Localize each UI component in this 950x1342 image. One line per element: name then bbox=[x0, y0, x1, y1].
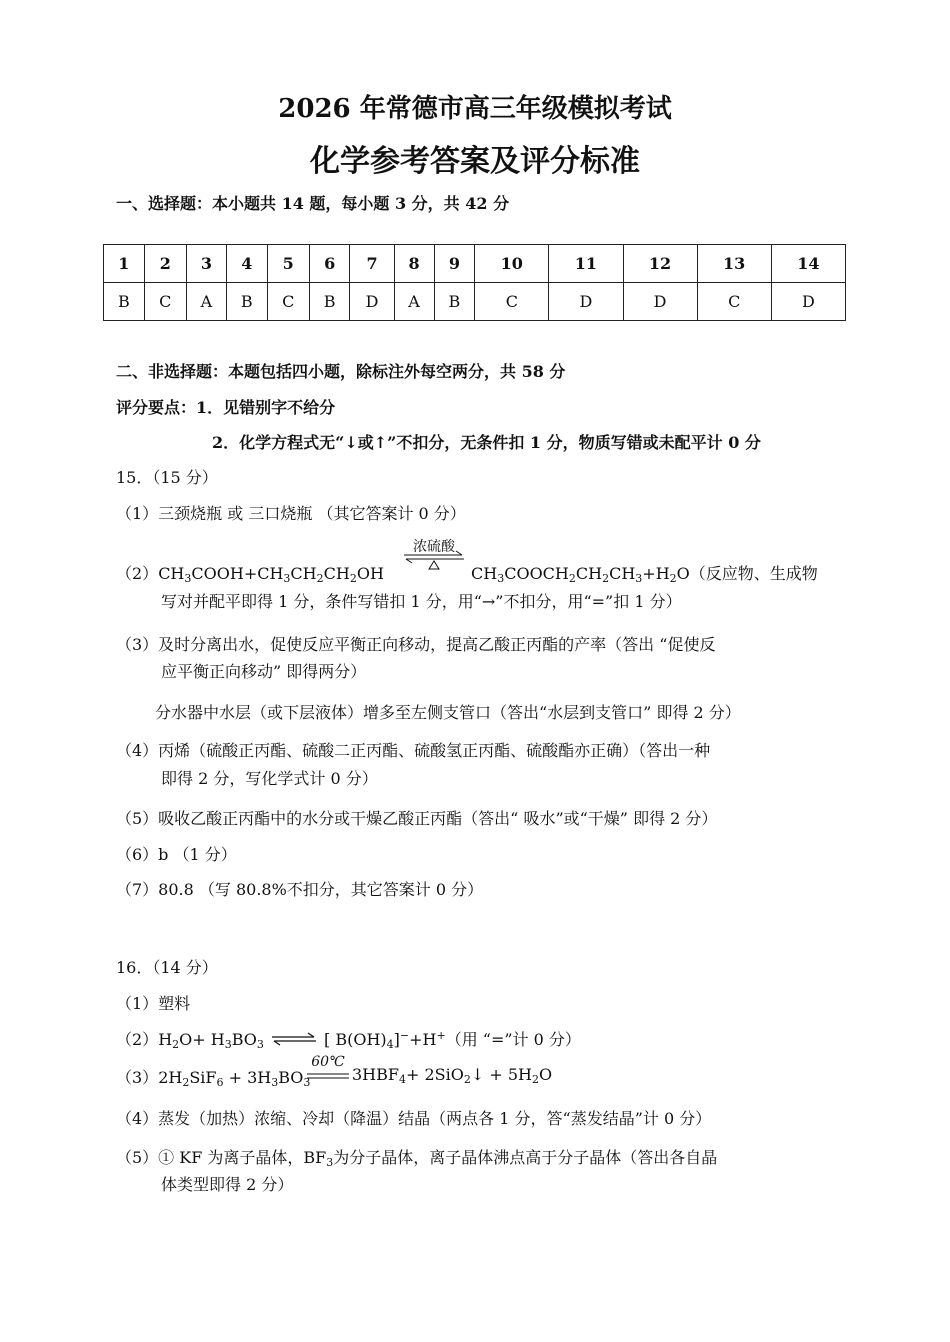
question-number-cell: 1 bbox=[104, 245, 145, 283]
equals-sign-icon bbox=[306, 1054, 350, 1084]
q15-answer-5: （5）吸收乙酸正丙酯中的水分或干燥乙酸正丙酯（答出“ 吸水”或“干燥” 即得 2 分） bbox=[116, 809, 718, 828]
q15-a2-note: （反应物、生成物 bbox=[689, 564, 818, 583]
question-number-cell: 9 bbox=[434, 245, 475, 283]
q16-answer-2 bbox=[116, 1027, 264, 1050]
q15-a2-prefix: （2） bbox=[116, 564, 159, 583]
question-number-cell: 8 bbox=[394, 245, 434, 283]
q15-a2-line2: 写对并配平即得 1 分，条件写错扣 1 分，用“→”不扣分，用“=”扣 1 分） bbox=[161, 592, 682, 611]
grading-rule-2: 2．化学方程式无“↓或↑”不扣分，无条件扣 1 分，物质写错或未配平计 0 分 bbox=[212, 433, 761, 452]
section2-heading: 二、非选择题：本题包括四小题，除标注外每空两分，共 58 分 bbox=[116, 362, 566, 381]
answer-cell: B bbox=[226, 283, 267, 321]
question-number-row bbox=[104, 245, 846, 283]
q16-a2-reactants: $H_2O+ H_3BO_3$ bbox=[158, 1030, 264, 1051]
question-number-cell: 7 bbox=[350, 245, 394, 283]
catalyst-label: 浓硫酸 bbox=[413, 539, 455, 555]
question-number-cell: 5 bbox=[267, 245, 309, 283]
reversible-arrow-with-catalyst bbox=[400, 536, 468, 572]
question-number-cell: 2 bbox=[144, 245, 186, 283]
answer-cell: B bbox=[434, 283, 475, 321]
q16-answer-1: （1）塑料 bbox=[116, 994, 191, 1013]
question-number-cell: 14 bbox=[771, 245, 845, 283]
q16-a5-line2: 体类型即得 2 分） bbox=[161, 1175, 294, 1194]
answer-cell: A bbox=[186, 283, 226, 321]
answer-cell: A bbox=[394, 283, 434, 321]
answer-cell: B bbox=[104, 283, 145, 321]
q15-answer-7: （7）80.8 （写 80.8%不扣分，其它答案计 0 分） bbox=[116, 880, 484, 899]
q15-a4-line2: 即得 2 分，写化学式计 0 分） bbox=[161, 769, 378, 788]
q15-answer-1: （1）三颈烧瓶 或 三口烧瓶 （其它答案计 0 分） bbox=[116, 504, 466, 523]
q16-heading: 16．（14 分） bbox=[116, 958, 218, 977]
q15-a2-reactants: $CH_3COOH+CH_3CH_2CH_2OH$ bbox=[158, 564, 384, 585]
q16-a5-part-b: 为分子晶体，离子晶体沸点高于分子晶体（答出各自晶 bbox=[333, 1148, 718, 1167]
document-title: 化学参考答案及评分标准 bbox=[310, 144, 640, 179]
q16-answer-4: （4）蒸发（加热）浓缩、冷却（降温）结晶（两点各 1 分，答“蒸发结晶”计 0 分） bbox=[116, 1109, 712, 1128]
answer-table bbox=[103, 244, 846, 321]
q15-a3-line1: （3）及时分离出水，促使反应平衡正向移动，提高乙酸正丙酯的产率（答出 “促使反 bbox=[116, 635, 716, 654]
q15-a3-line2: 应平衡正向移动” 即得两分） bbox=[161, 662, 367, 681]
temperature-condition: 60℃ bbox=[311, 1054, 345, 1070]
answer-cell: C bbox=[475, 283, 549, 321]
answer-cell: D bbox=[549, 283, 623, 321]
answer-cell: D bbox=[771, 283, 845, 321]
q16-a3-reactants: $2H_2SiF_6 + 3H_3BO_3$ bbox=[158, 1068, 311, 1089]
answer-cell: D bbox=[350, 283, 394, 321]
q16-a3-products: $3HBF_4+$ 2SiO$_2$↓ + $5H_2O$ bbox=[352, 1065, 553, 1086]
q16-answer-3 bbox=[116, 1065, 310, 1088]
answer-cell: B bbox=[309, 283, 350, 321]
grading-rule-1: 评分要点：1．见错别字不给分 bbox=[116, 398, 336, 417]
answer-row bbox=[104, 283, 846, 321]
equilibrium-arrow-icon bbox=[270, 1031, 318, 1047]
question-number-cell: 13 bbox=[697, 245, 771, 283]
question-number-cell: 4 bbox=[226, 245, 267, 283]
q16-a5-part-a: （5）① KF 为离子晶体，BF bbox=[116, 1148, 327, 1167]
q16-a2-note: （用 “=”计 0 分） bbox=[445, 1030, 581, 1049]
q15-a4-line1: （4）丙烯（硫酸正丙酯、硫酸二正丙酯、硫酸氢正丙酯、硫酸酯亦正确）（答出一种 bbox=[116, 741, 711, 760]
q15-a2-products: $CH_3COOCH_2CH_2CH_3+H_2O$（反应物、生成物 bbox=[471, 564, 818, 585]
answer-cell: D bbox=[623, 283, 697, 321]
question-number-cell: 3 bbox=[186, 245, 226, 283]
question-number-cell: 11 bbox=[549, 245, 623, 283]
q16-a2-products: [ $B(OH)_4]^-+H^+$（用 “=”计 0 分） bbox=[324, 1029, 581, 1051]
question-number-cell: 10 bbox=[475, 245, 549, 283]
q16-a3-prefix: （3） bbox=[116, 1068, 159, 1087]
q15-answer-6: （6）b （1 分） bbox=[116, 845, 237, 864]
question-number-cell: 6 bbox=[309, 245, 350, 283]
q16-a2-prefix: （2） bbox=[116, 1030, 159, 1049]
q15-answer-2 bbox=[116, 561, 384, 584]
exam-title: 2026 年常德市高三年级模拟考试 bbox=[278, 94, 672, 124]
q15-a3-line3: 分水器中水层（或下层液体）增多至左侧支管口（答出“水层到支管口” 即得 2 分） bbox=[155, 703, 741, 722]
answer-cell: C bbox=[697, 283, 771, 321]
answer-cell: C bbox=[144, 283, 186, 321]
equilibrium-arrow-icon bbox=[400, 536, 468, 572]
section1-heading: 一、选择题：本小题共 14 题，每小题 3 分，共 42 分 bbox=[116, 194, 510, 213]
question-number-cell: 12 bbox=[623, 245, 697, 283]
reaction-condition-equals bbox=[306, 1054, 350, 1084]
q16-a5-line1: （5）① KF 为离子晶体，$BF_3$为分子晶体，离子晶体沸点高于分子晶体（答出各自晶 bbox=[116, 1148, 718, 1169]
answer-cell: C bbox=[267, 283, 309, 321]
q15-heading: 15．（15 分） bbox=[116, 468, 218, 487]
